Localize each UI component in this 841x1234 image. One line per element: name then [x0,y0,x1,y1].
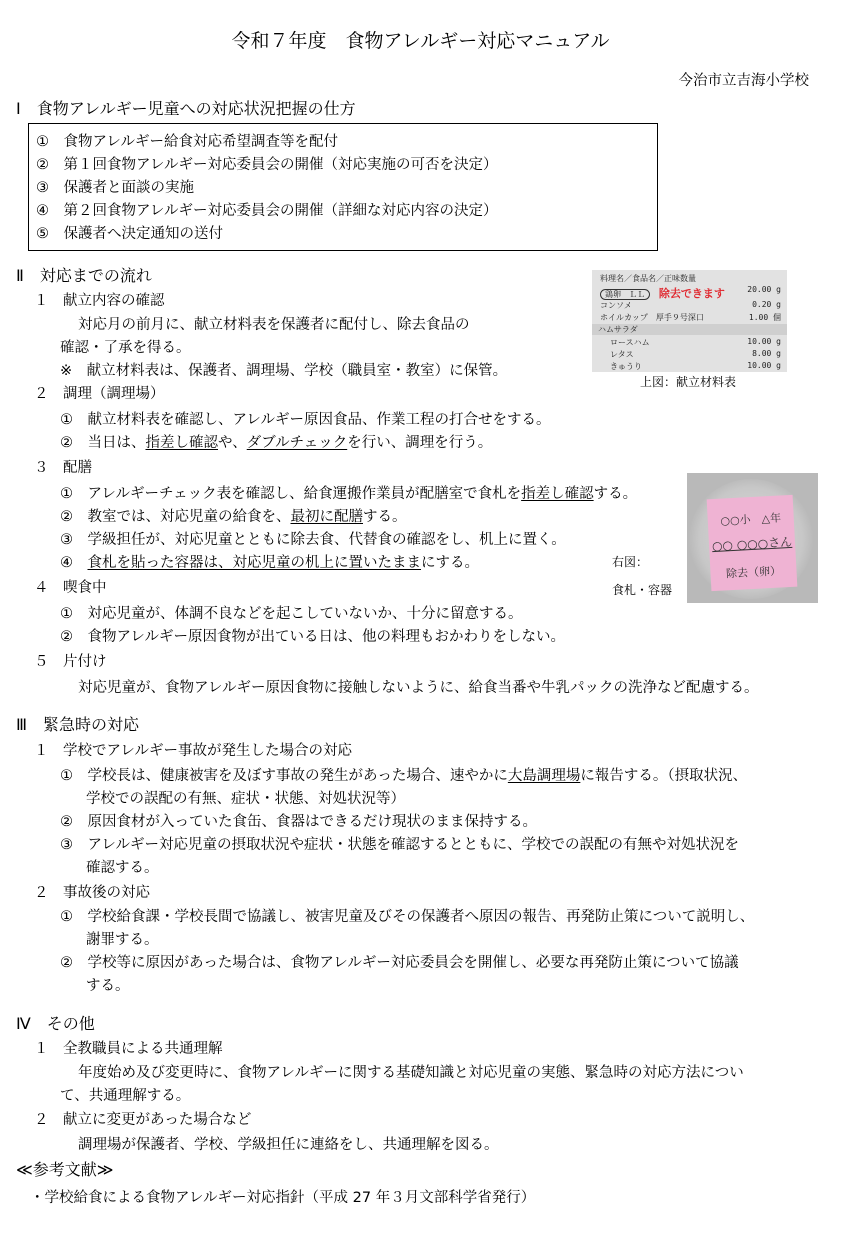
sec1-item-1: ① 食物アレルギー給食対応希望調査等を配付 [36,134,339,150]
meal-tag-note: ○○小 △年 ○○ ○○○さん 除去（卵） [707,495,798,591]
sec4-sub1-line1: 年度始め及び変更時に、食物アレルギーに関する基礎知識と対応児童の実態、緊急時の対応方法につい [78,1065,744,1081]
section-3-heading: Ⅲ 緊急時の対応 [16,715,140,734]
sec3-sub1-item1-cont: 学校での誤配の有無、症状・状態、対処状況等） [86,791,405,807]
sec2-sub2-heading: ２ 調理（調理場） [34,386,165,402]
sheet-row: ハムサラダ [592,324,787,335]
sec1-item-3: ③ 保護者と面談の実施 [36,180,194,196]
sheet-row: レタス 8.00 g [610,349,781,359]
sec2-sub5-line1: 対応児童が、食物アレルギー原因食物に接触しないように、給食当番や牛乳パックの洗浄など配慮する。 [78,680,759,696]
sec2-sub3-item1: ① アレルギーチェック表を確認し、給食運搬作業員が配膳室で食札を指差し確認する。 [60,486,638,502]
photo2-caption-2: 食札・容器 [612,583,673,597]
sec1-item-2: ② 第１回食物アレルギー対応委員会の開催（対応実施の可否を決定） [36,157,498,173]
sec3-sub1-heading: １ 学校でアレルギー事故が発生した場合の対応 [34,743,353,759]
sec2-sub2-item1: ① 献立材料表を確認し、アレルギー原因食品、作業工程の打合せをする。 [60,412,551,428]
sec3-sub2-item1-cont: 謝罪する。 [86,932,159,948]
sec3-sub2-item2-cont: する。 [86,978,130,994]
sec1-item-4: ④ 第２回食物アレルギー対応委員会の開催（詳細な対応内容の決定） [36,203,498,219]
sec2-sub2-item2: ② 当日は、指差し確認や、ダブルチェックを行い、調理を行う。 [60,435,493,451]
reference-item: ・学校給食による食物アレルギー対応指針（平成 27 年３月文部科学省発行） [30,1190,536,1206]
sec2-sub4-item1: ① 対応児童が、体調不良などを起こしていないか、十分に留意する。 [60,606,523,622]
sheet-highlight: 除去できます [658,287,725,300]
photo2-caption-1: 右図： [612,555,649,569]
sheet-header: 料理名／食品名／正味数量 [600,274,696,283]
sec3-sub1-item3-cont: 確認する。 [86,860,159,876]
sec2-sub1-heading: １ 献立内容の確認 [34,293,165,309]
sheet-row: きゅうり 10.00 g [610,361,781,371]
page-title: 令和７年度 食物アレルギー対応マニュアル [231,30,610,52]
sec2-sub5-heading: ５ 片付け [34,654,107,670]
sheet-row: ホイルカップ 厚手９号深口 1.00 個 [600,313,781,322]
sec3-sub1-item1: ① 学校長は、健康被害を及ぼす事故の発生があった場合、速やかに大島調理場に報告する。（摂取状況、 [60,768,748,784]
sheet-row-egg: 鶏卵 ＬＬ 除去できます 20.00 g [600,285,781,301]
meal-tag-container-photo [687,473,818,603]
sec1-item-5: ⑤ 保護者へ決定通知の送付 [36,226,223,242]
sec2-sub1-line1: 対応月の前月に、献立材料表を保護者に配付し、除去食品の [78,317,470,333]
sec3-sub2-item1: ① 学校給食課・学校長間で協議し、被害児童及びその保護者へ原因の報告、再発防止策について説明し、 [60,909,755,925]
sec3-sub1-item2: ② 原因食材が入っていた食缶、食器はできるだけ現状のまま保持する。 [60,814,537,830]
sec4-sub1-heading: １ 全教職員による共通理解 [34,1041,223,1057]
sec2-sub3-item3: ③ 学級担任が、対応児童とともに除去食、代替食の確認をし、机上に置く。 [60,532,566,548]
menu-ingredient-sheet-photo [592,270,787,372]
references-heading: ≪参考文献≫ [16,1160,114,1179]
sec4-sub2-heading: ２ 献立に変更があった場合など [34,1112,252,1128]
school-name: 今治市立吉海小学校 [678,73,809,89]
section-2-heading: Ⅱ 対応までの流れ [16,266,152,285]
sheet-row: コンソメ 0.20 g [600,300,781,310]
sec4-sub1-line2: て、共通理解する。 [60,1088,191,1104]
sheet-row: ロースハム 10.00 g [610,337,781,347]
sec3-sub2-item2: ② 学校等に原因があった場合は、食物アレルギー対応委員会を開催し、必要な再発防止策について協議 [60,955,739,971]
sec2-sub3-item2: ② 教室では、対応児童の給食を、最初に配膳する。 [60,509,407,525]
section-1-heading: Ⅰ 食物アレルギー児童への対応状況把握の仕方 [16,99,356,118]
sec2-sub4-item2: ② 食物アレルギー原因食物が出ている日は、他の料理もおかわりをしない。 [60,629,566,645]
sec4-sub2-line1: 調理場が保護者、学校、学級担任に連絡をし、共通理解を図る。 [78,1137,499,1153]
sec2-sub1-note: ※ 献立材料表は、保護者、調理場、学校（職員室・教室）に保管。 [60,363,508,379]
sec2-sub3-item4: ④ 食札を貼った容器は、対応児童の机上に置いたままにする。 [60,555,479,571]
sec2-sub3-heading: ３ 配膳 [34,460,92,476]
sec3-sub2-heading: ２ 事故後の対応 [34,885,150,901]
section-4-heading: Ⅳ その他 [16,1014,95,1033]
sec2-sub4-heading: ４ 喫食中 [34,580,107,596]
sec2-sub1-line2: 確認・了承を得る。 [60,340,191,356]
sec3-sub1-item3: ③ アレルギー対応児童の摂取状況や症状・状態を確認するとともに、学校での誤配の有無や対処状況を [60,837,740,853]
photo1-caption: 上図：献立材料表 [640,375,737,389]
